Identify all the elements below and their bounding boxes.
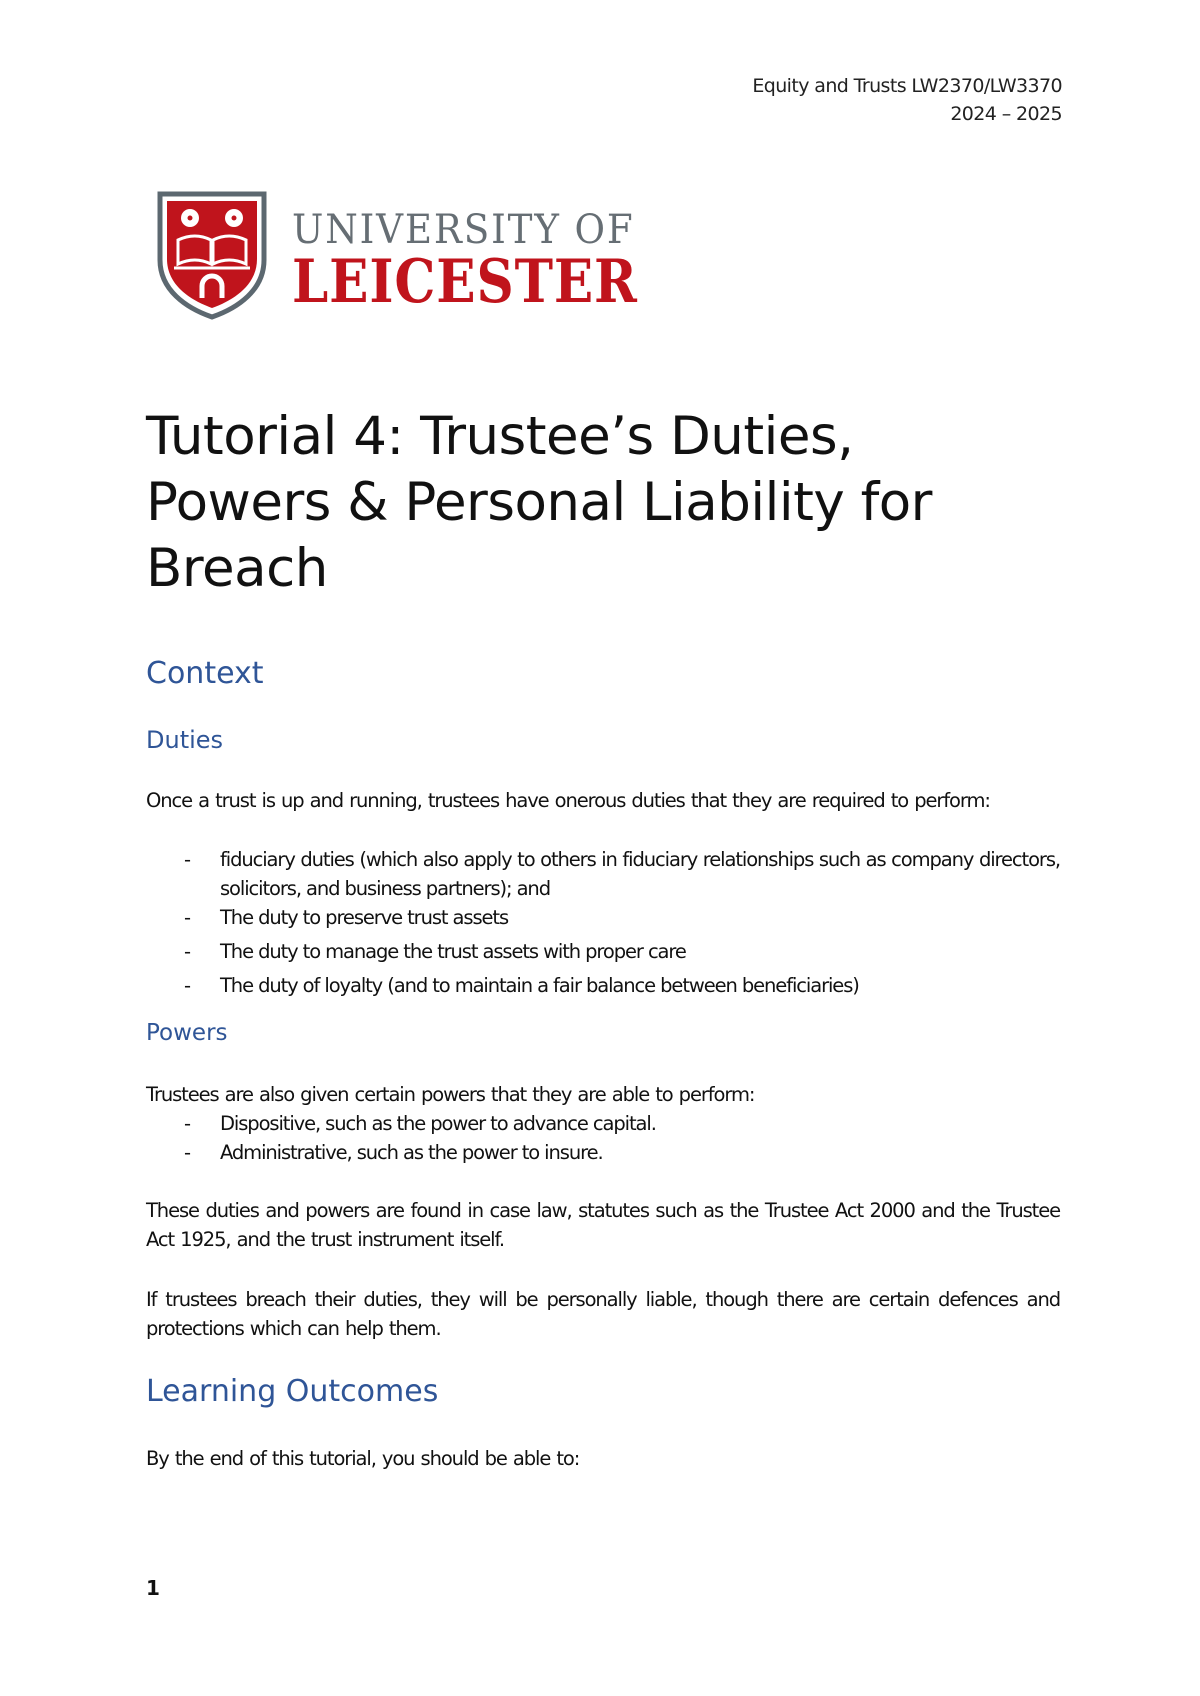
heading-powers: Powers [146,1020,228,1046]
list-marker: - [184,940,190,963]
sources-paragraph: These duties and powers are found in case law, statutes such as the Trustee Act 2000 and the Trustee Act 1925, and the trust instrument itself. [146,1199,1060,1251]
powers-intro: Trustees are also given certain powers that they are able to perform: [146,1083,755,1106]
logo-line-2: LEICESTER [292,247,638,317]
list-marker: - [184,906,190,929]
course-code: Equity and Trusts LW2370/LW3370 [752,75,1062,97]
duties-intro: Once a trust is up and running, trustees have onerous duties that they are required to perform: [146,789,990,812]
document-title: Tutorial 4: Trustee’s Duties, Powers & Personal Liability for Breach [146,406,932,599]
list-marker: - [184,1141,190,1164]
duties-list [146,845,1060,1000]
list-item: - Dispositive, such as the power to advance capital. [146,1109,1060,1138]
liability-paragraph: If trustees breach their duties, they will be personally liable, though there are certain defences and protections which can help them. [146,1288,1060,1340]
heading-duties: Duties [146,726,224,754]
heading-learning-outcomes: Learning Outcomes [146,1374,439,1409]
logo-line-1: UNIVERSITY OF [292,207,635,253]
list-item: - The duty to manage the trust assets with proper care [146,937,1060,966]
list-marker: - [184,1112,190,1135]
page-header [752,72,1062,128]
list-item: - Administrative, such as the power to insure. [146,1138,1060,1167]
list-marker: - [184,848,190,871]
list-marker: - [184,974,190,997]
page-number: 1 [146,1576,160,1600]
list-item: - The duty of loyalty (and to maintain a fair balance between beneficiaries) [146,971,1060,1000]
academic-year: 2024 – 2025 [950,103,1062,125]
powers-list [146,1109,1060,1167]
logo-wordmark [292,207,694,317]
university-logo [156,190,676,340]
list-item: - The duty to preserve trust assets [146,903,1060,932]
learning-outcomes-intro: By the end of this tutorial, you should be able to: [146,1447,580,1470]
crest-icon [156,190,268,320]
heading-context: Context [146,656,264,691]
list-item: - fiduciary duties (which also apply to others in fiduciary relationships such as company directors, solicitors, and business partners); and [146,845,1060,903]
